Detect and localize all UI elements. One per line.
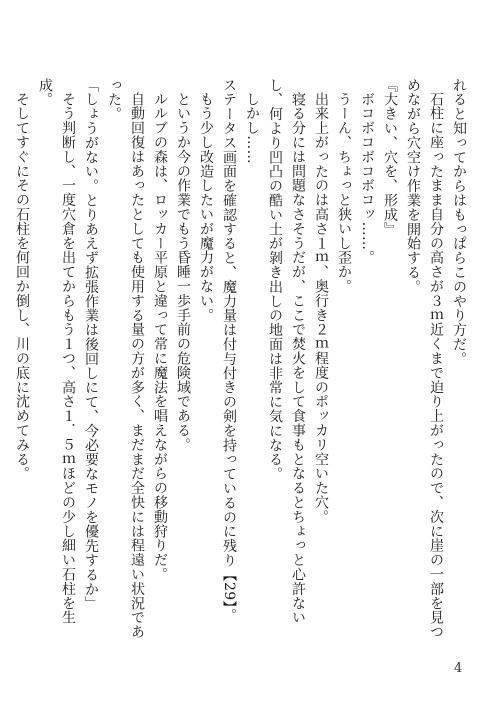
body-text — [10, 78, 470, 648]
paragraph: ボコボコボコボコッ……。 — [359, 92, 375, 265]
page-number: 4 — [454, 661, 463, 676]
paragraph: ルルブの森は、ロッカー平原と違って常に魔法を唱えながらの移動狩りだ。 — [152, 92, 168, 582]
paragraph: しかし…… — [244, 92, 260, 164]
paragraph: 石柱に座ったまま自分の高さが３ｍ近くまで迫り上がったので、次に崖の一部を見つめながら穴空け作業を開始する。 — [405, 78, 444, 640]
paragraph: うーん、ちょっと狭いし歪か。 — [336, 92, 352, 294]
paragraph: れると知ってからはもっぱらこのやり方だ。 — [451, 78, 467, 366]
paragraph: ステータス画面を確認すると、魔力量は付与付きの剣を持っているのに残り【29】。 — [221, 78, 237, 623]
paragraph: 寝る分には問題なさそうだが、ここで焚火をして食事もとなるとちょっと心許ないし、何より凹凸の酷い土が剝き出しの地面は非常に気になる。 — [267, 78, 306, 625]
paragraph: というか今の作業でもう昏睡一歩手前の危険域である。 — [175, 92, 191, 452]
paragraph: 「しょうがない。とりあえず拡張作業は後回しにて、今必要なモノを優先するか」 — [83, 78, 99, 611]
paragraph: そう判断し、一度穴倉を出てからもう１つ、高さ１．５ｍほどの少し細い石柱を生成。 — [37, 78, 76, 625]
paragraph: 自動回復はあったとしても使用する量の方が多く、まだまだ全快には程遠い状況であった。 — [106, 78, 145, 640]
paragraph: 出来上がったのは高さ１ｍ、奥行き２ｍ程度のポッカリ空いた穴。 — [313, 92, 329, 524]
paragraph: もう少し改造したいが魔力がない。 — [198, 92, 214, 323]
paragraph: 『大きい、穴を、形成』 — [382, 78, 398, 237]
paragraph: そしてすぐにその石柱を何回か倒し、川の底に沈めてみる。 — [14, 92, 30, 481]
